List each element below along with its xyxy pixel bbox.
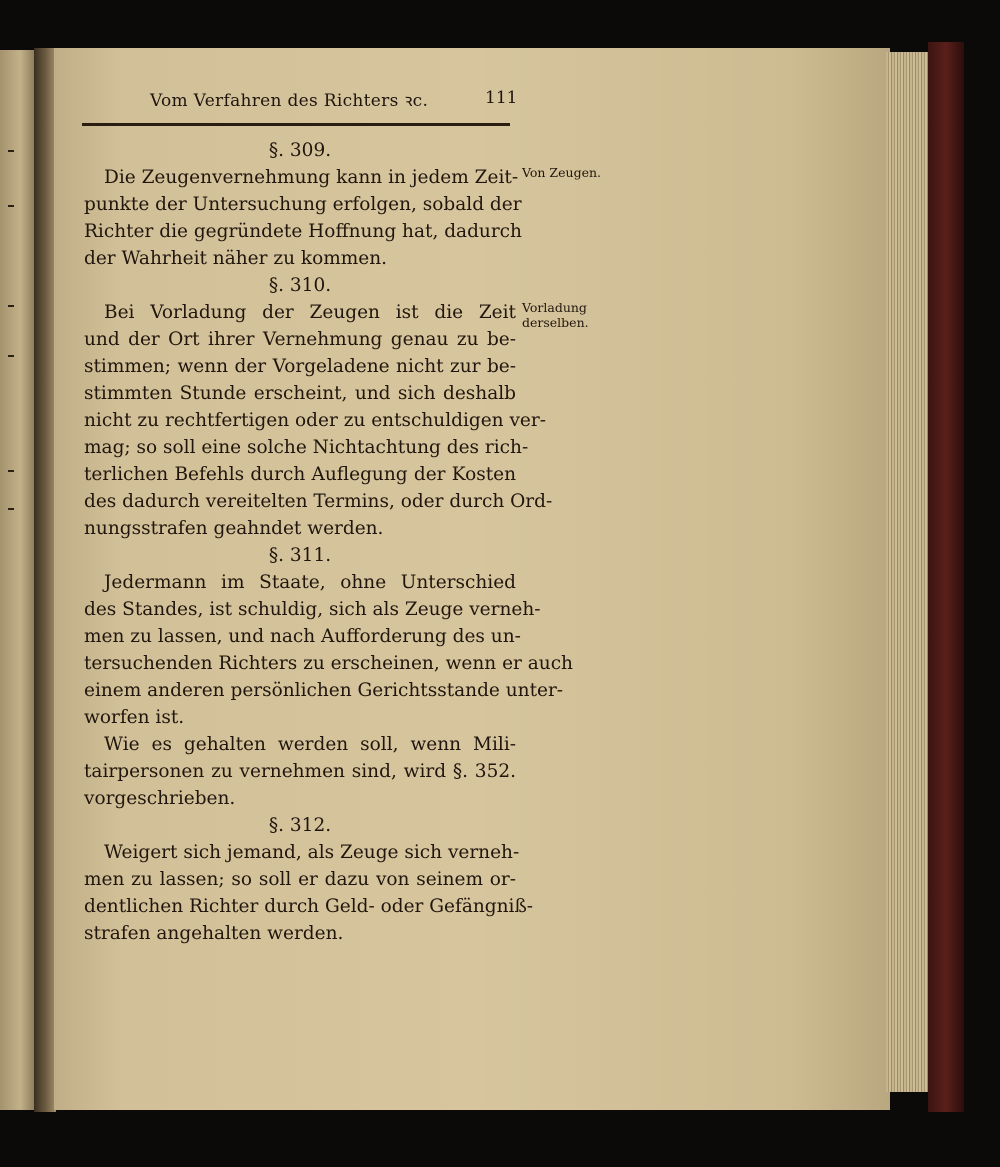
running-head — [150, 88, 518, 118]
margin-note-line: Von Zeugen. — [522, 165, 601, 180]
text-line: Richter die gegründete Hoffnung hat, dadurch — [84, 221, 522, 242]
text-line: worfen ist. — [84, 707, 185, 728]
text-line: Die Zeugenvernehmung kann in jedem Zeit- — [104, 167, 519, 188]
text-line: strafen angehalten werden. — [84, 923, 344, 944]
left-page-mark — [8, 205, 14, 207]
text-line: stimmten Stunde erscheint, und sich deshalb — [84, 383, 516, 404]
page-number: 111 — [485, 88, 518, 108]
text-line: Jedermann im Staate, ohne Unterschied — [104, 572, 516, 593]
text-line: men zu lassen, und nach Aufforderung des un- — [84, 626, 521, 647]
text-line: des dadurch vereitelten Termins, oder durch Ord- — [84, 491, 553, 512]
text-line: men zu lassen; so soll er dazu von seinem or- — [84, 869, 516, 890]
text-line: und der Ort ihrer Vernehmung genau zu be- — [84, 329, 516, 350]
header-rule — [82, 123, 510, 126]
book-gutter — [34, 48, 56, 1112]
text-line: tersuchenden Richters zu erscheinen, wenn er auch — [84, 653, 573, 674]
text-line: nicht zu rechtfertigen oder zu entschuldigen ver- — [84, 410, 546, 431]
text-line: mag; so soll eine solche Nichtachtung des rich- — [84, 437, 529, 458]
text-line: terlichen Befehls durch Auflegung der Kosten — [84, 464, 516, 485]
margin-note — [522, 300, 589, 330]
margin-note — [522, 165, 601, 180]
margin-note-line: derselben. — [522, 315, 589, 330]
text-line: Bei Vorladung der Zeugen ist die Zeit — [104, 302, 516, 323]
section-heading: §. 311. — [268, 545, 332, 566]
text-line: Weigert sich jemand, als Zeuge sich verneh- — [104, 842, 520, 863]
running-head-title: Vom Verfahren des Richters ꝛc. — [150, 91, 429, 111]
book-cover — [928, 42, 964, 1112]
text-line: tairpersonen zu vernehmen sind, wird §. 352. — [84, 761, 516, 782]
text-line: punkte der Untersuchung erfolgen, sobald der — [84, 194, 522, 215]
left-page-mark — [8, 470, 14, 472]
text-line: des Standes, ist schuldig, sich als Zeuge verneh- — [84, 599, 541, 620]
left-page-mark — [8, 150, 14, 152]
section-heading: §. 312. — [268, 815, 332, 836]
text-line: einem anderen persönlichen Gerichtsstande unter- — [84, 680, 564, 701]
text-line: stimmen; wenn der Vorgeladene nicht zur be- — [84, 356, 516, 377]
left-page-mark — [8, 305, 14, 307]
margin-note-line: Vorladung — [522, 300, 587, 315]
text-line: vorgeschrieben. — [84, 788, 236, 809]
text-line: Wie es gehalten werden soll, wenn Mili- — [104, 734, 516, 755]
section-heading: §. 310. — [268, 275, 332, 296]
section-heading: §. 309. — [268, 140, 332, 161]
text-line: dentlichen Richter durch Geld- oder Gefängniß- — [84, 896, 534, 917]
page-edges — [886, 52, 930, 1092]
left-page-mark — [8, 508, 14, 510]
text-line: der Wahrheit näher zu kommen. — [84, 248, 388, 269]
left-page-mark — [8, 355, 14, 357]
left-page-edge — [0, 50, 34, 1110]
text-line: nungsstrafen geahndet werden. — [84, 518, 384, 539]
